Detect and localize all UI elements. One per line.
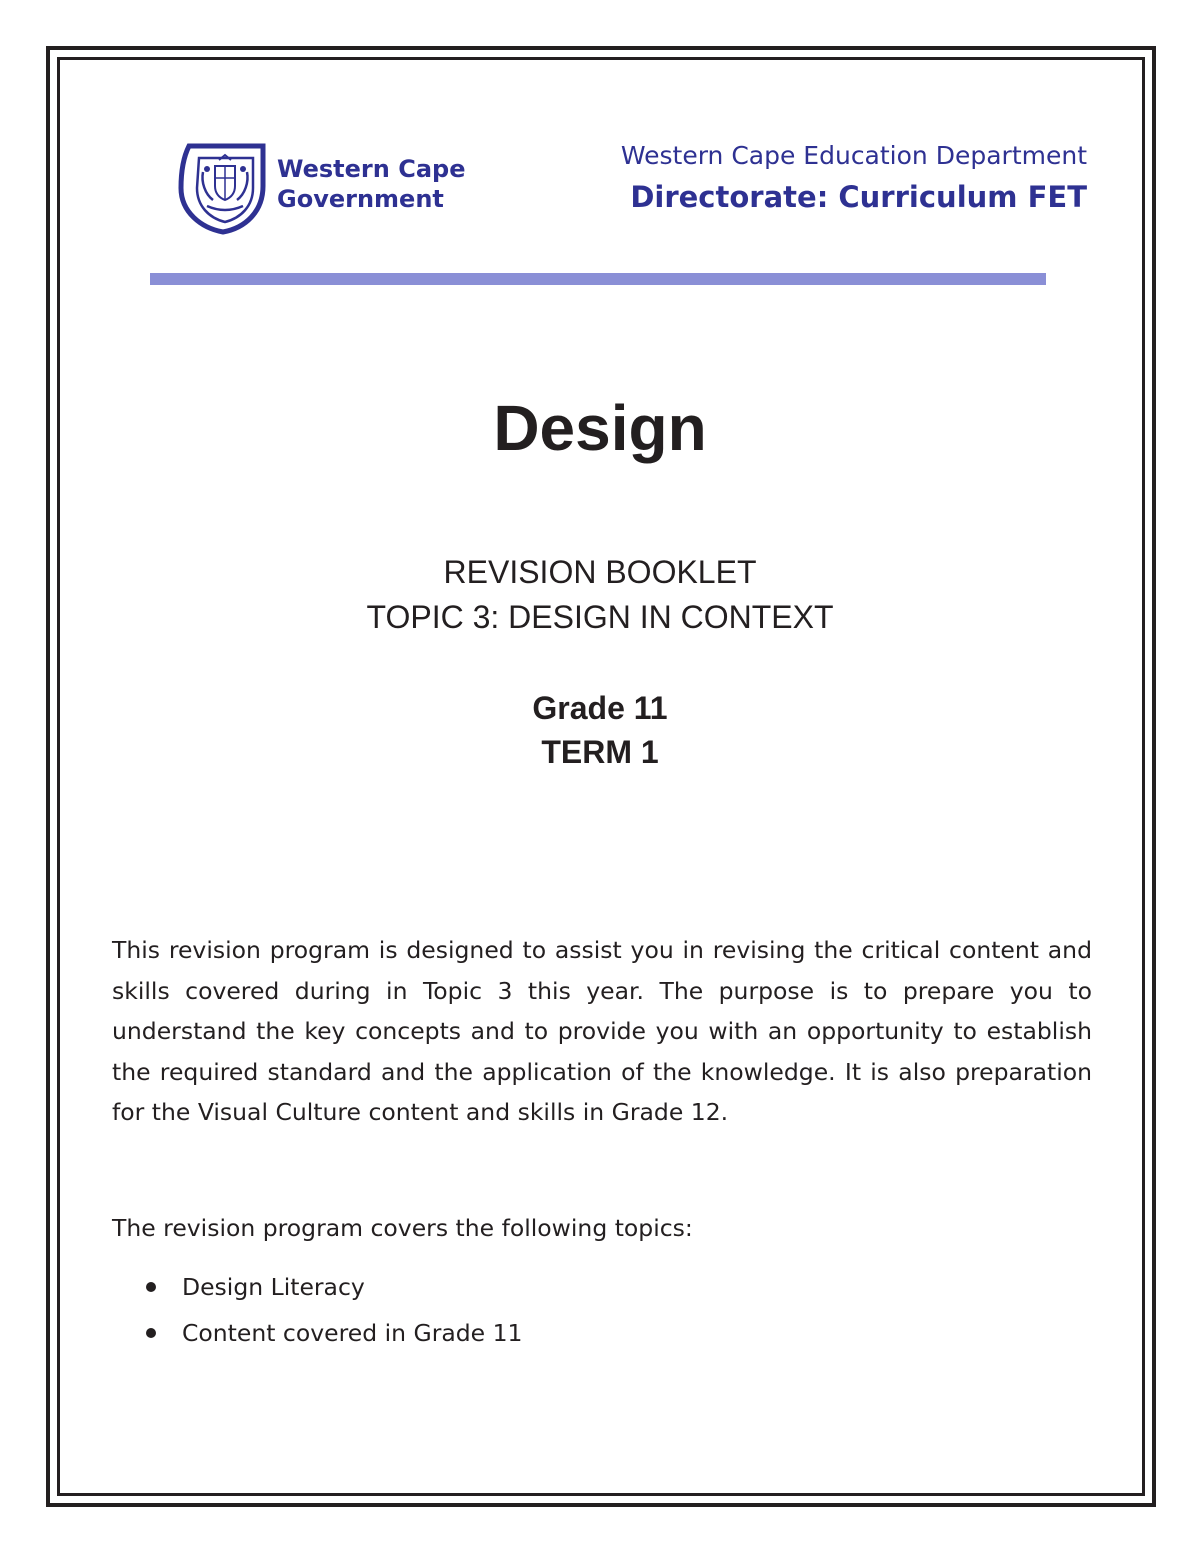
bullet-icon — [146, 1282, 156, 1292]
department-block — [621, 138, 1087, 220]
header-divider — [150, 273, 1046, 285]
topic-list — [146, 1265, 523, 1357]
department-name: Western Cape Education Department — [620, 141, 1087, 170]
list-item — [146, 1265, 523, 1311]
topic-label: Content covered in Grade 11 — [182, 1319, 523, 1347]
logo-wordmark — [277, 154, 465, 214]
grade-label: Grade 11 — [532, 690, 668, 726]
intro-paragraph: This revision program is designed to assist you in revising the critical content and skills covered during in Topic 3 this year. The purpose is to prepare you to understand the key concepts and to provide you with an opportunity to establish the required standard and the application of the knowledge. It is also preparation for the Visual Culture content and skills in Grade 12. — [112, 936, 1092, 1126]
bullet-icon — [146, 1328, 156, 1338]
coat-of-arms-icon — [175, 136, 275, 236]
western-cape-government-logo — [175, 136, 485, 236]
booklet-label: REVISION BOOKLET — [443, 554, 757, 590]
topic-label: Design Literacy — [182, 1273, 365, 1301]
list-item — [146, 1311, 523, 1357]
logo-line-2: Government — [277, 185, 444, 213]
topic-label: TOPIC 3: DESIGN IN CONTEXT — [366, 599, 834, 635]
topics-heading: The revision program covers the following topics: — [112, 1214, 693, 1242]
logo-line-1: Western Cape — [277, 155, 466, 183]
directorate-name: Directorate: Curriculum FET — [630, 180, 1087, 214]
page-title: Design — [493, 392, 707, 464]
term-label: TERM 1 — [541, 734, 659, 770]
